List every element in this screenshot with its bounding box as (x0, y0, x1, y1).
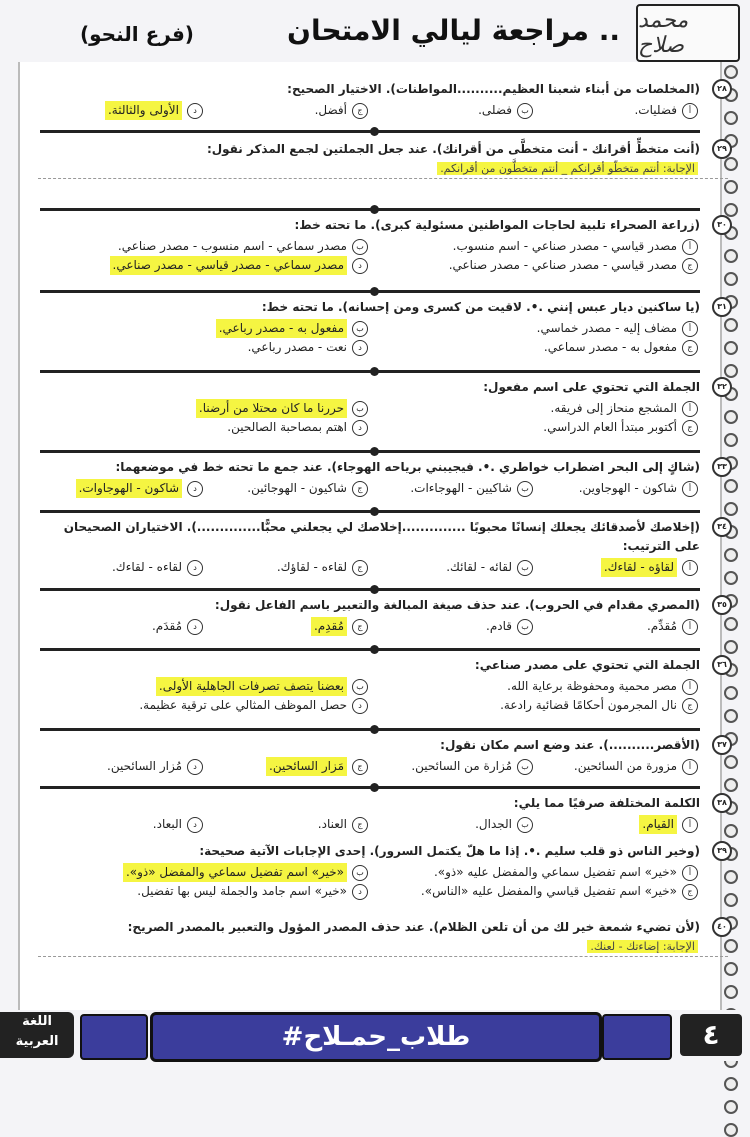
answer-text: الإجابة: إضاءتك - لعنك. (587, 940, 698, 953)
options (38, 399, 728, 437)
option-text: مُقدِم. (311, 617, 347, 636)
question-30 (38, 216, 728, 275)
question-number: ٣٧ (712, 735, 732, 755)
option-text: مصر محمية ومحفوظة برعاية الله. (507, 679, 677, 693)
question-35 (38, 596, 728, 636)
option-letter: أ (682, 103, 698, 119)
option-letter: أ (682, 321, 698, 337)
options (38, 319, 728, 357)
question-number: ٣٦ (712, 655, 732, 675)
option[interactable] (368, 617, 533, 636)
question-31 (38, 298, 728, 357)
option-letter: ب (517, 481, 533, 497)
option-letter: أ (682, 239, 698, 255)
divider (40, 728, 700, 731)
option[interactable] (533, 617, 698, 636)
question-37 (38, 736, 728, 776)
divider (40, 130, 700, 133)
option[interactable] (533, 101, 698, 120)
option-letter: أ (682, 817, 698, 833)
question-stem: (يا ساكنين ديار عبس إنني .•. لاقيت من كسرى ومن إحسانه). ما تحته خط: (261, 300, 700, 314)
author-logo (636, 4, 740, 62)
options (38, 815, 728, 834)
option-text: أكتوبر مبتدأ العام الدراسي. (543, 420, 677, 434)
question-stem: (المصري مقدام في الحروب). عند حذف صيغة المبالغة والتعبير باسم الفاعل نقول: (214, 598, 700, 612)
footer-decor-left (80, 1014, 148, 1060)
option-letter: ج (352, 759, 368, 775)
option-letter: ب (517, 560, 533, 576)
option-letter: د (352, 420, 368, 436)
option[interactable] (368, 677, 698, 696)
question-number: ٣٥ (712, 595, 732, 615)
page-number: ٤ (680, 1014, 742, 1056)
option-letter: د (187, 481, 203, 497)
option-text: «خير» اسم تفضيل سماعي والمفضل عليه «ذو». (433, 865, 677, 879)
option-text: مصدر سماعي - مصدر قياسي - مصدر صناعي. (110, 256, 347, 275)
option-text: شاكيون - الهوجائين. (247, 481, 347, 495)
option-letter: ج (352, 560, 368, 576)
option-text: لقاءه - لقاءك. (111, 560, 182, 574)
option-letter: ج (352, 103, 368, 119)
option[interactable] (368, 815, 533, 834)
option-text: مفعول به - مصدر سماعي. (543, 340, 677, 354)
option-text: العناد. (317, 817, 347, 831)
option[interactable] (203, 479, 368, 498)
question-32 (38, 378, 728, 437)
subject-line-1: اللغة (22, 1014, 52, 1029)
option[interactable] (38, 696, 368, 715)
question-number: ٣٢ (712, 377, 732, 397)
option-text: المشجع منحاز إلى فريقه. (550, 401, 677, 415)
question-33 (38, 458, 728, 498)
subject-label (0, 1012, 74, 1058)
option[interactable] (368, 479, 533, 498)
option[interactable] (38, 677, 368, 696)
option[interactable] (533, 757, 698, 776)
option[interactable] (38, 882, 368, 901)
option-text: مصدر قياسي - مصدر صناعي - اسم منسوب. (452, 239, 677, 253)
option-text: «خير» اسم تفضيل سماعي والمفضل «ذو». (123, 863, 347, 882)
option[interactable] (38, 418, 368, 437)
option-text: مُقدِّم. (646, 619, 677, 633)
divider (40, 588, 700, 591)
page-header (0, 0, 750, 62)
option-text: مَزار السائحين. (266, 757, 347, 776)
option-text: مصدر سماعي - اسم منسوب - مصدر صناعي. (117, 239, 347, 253)
option-letter: ب (352, 321, 368, 337)
options (38, 479, 728, 498)
option-letter: أ (682, 560, 698, 576)
option-letter: ج (352, 817, 368, 833)
answer-text: الإجابة: أنتم متخطّو أقرانكم _ أنتم متخطَّون من أقرانكم. (437, 162, 698, 175)
option[interactable] (203, 815, 368, 834)
divider (40, 786, 700, 789)
option[interactable] (368, 558, 533, 577)
question-stem: (إخلاصك لأصدقائك يجعلك إنسانًا محبوبًا ..............إخلاصك لي يجعلني محبًّا..............). الاختياران الصحيحان على الترتيب: (63, 520, 700, 553)
option[interactable] (368, 399, 698, 418)
question-stem: الجملة التي تحتوي على اسم مفعول: (483, 380, 700, 394)
question-number: ٢٩ (712, 139, 732, 159)
question-stem: (لأن تضيء شمعة خير لك من أن تلعن الظلام). عند حذف المصدر المؤول والتعبير بالمصدر الصريح: (127, 920, 700, 934)
option-letter: د (352, 884, 368, 900)
option-letter: ب (517, 759, 533, 775)
option[interactable] (368, 256, 698, 275)
option-letter: ج (352, 481, 368, 497)
option-text: مُقدَم. (151, 619, 182, 633)
option-text: لقائه - لقائك. (446, 560, 512, 574)
question-stem: الجملة التي تحتوي على مصدر صناعي: (474, 658, 700, 672)
option[interactable] (38, 558, 203, 577)
option[interactable] (38, 479, 203, 498)
option[interactable] (38, 338, 368, 357)
answer-line (38, 159, 728, 179)
option-letter: ب (352, 239, 368, 255)
hashtag-banner: #طلاب_حمـلاح (150, 1012, 602, 1062)
option-letter: أ (682, 401, 698, 417)
option-letter: ج (682, 340, 698, 356)
option-letter: أ (682, 865, 698, 881)
option-text: مزورة من السائحين. (573, 759, 677, 773)
option[interactable] (203, 101, 368, 120)
option[interactable] (368, 757, 533, 776)
option[interactable] (38, 399, 368, 418)
option[interactable] (368, 882, 698, 901)
option-letter: أ (682, 759, 698, 775)
option-letter: ج (682, 884, 698, 900)
option-letter: ج (682, 258, 698, 274)
option-letter: د (352, 698, 368, 714)
answer-line (38, 937, 728, 957)
option-text: مصدر قياسي - مصدر صناعي - مصدر صناعي. (448, 258, 677, 272)
subject-line-2: العربية (15, 1034, 59, 1049)
option[interactable] (203, 558, 368, 577)
option-text: نال المجرمون أحكامًا قضائية رادعة. (500, 698, 677, 712)
option-letter: د (187, 103, 203, 119)
option-text: شاكون - الهوجاوات. (76, 479, 182, 498)
option[interactable] (38, 815, 203, 834)
option-letter: د (187, 759, 203, 775)
option[interactable] (38, 237, 368, 256)
option-letter: أ (682, 619, 698, 635)
page-subtitle: (فرع النحو) (80, 22, 194, 46)
option-text: اهتم بمصاحبة الصالحين. (227, 420, 347, 434)
option-text: مُزار السائحين. (107, 759, 182, 773)
question-number: ٢٨ (712, 79, 732, 99)
option-letter: د (187, 560, 203, 576)
option-text: الجدال. (475, 817, 512, 831)
divider (40, 450, 700, 453)
option-text: مضاف إليه - مصدر خماسي. (536, 321, 677, 335)
option-text: حررنا ما كان محتلا من أرضنا. (196, 399, 347, 418)
question-number: ٣١ (712, 297, 732, 317)
option[interactable] (533, 558, 698, 577)
option-letter: ج (682, 698, 698, 714)
option-letter: ب (352, 679, 368, 695)
question-34 (38, 518, 728, 577)
question-39 (38, 842, 728, 901)
divider (40, 290, 700, 293)
options (38, 757, 728, 776)
question-number: ٣٠ (712, 215, 732, 235)
option-letter: د (352, 340, 368, 356)
option-letter: ب (517, 103, 533, 119)
option-letter: ب (352, 865, 368, 881)
options (38, 101, 728, 120)
option[interactable] (368, 101, 533, 120)
option-text: مُزارة من السائحين. (411, 759, 512, 773)
option[interactable] (38, 319, 368, 338)
options (38, 677, 728, 715)
option[interactable] (368, 338, 698, 357)
option-text: «خير» اسم تفضيل قياسي والمفضل عليه «الناس». (420, 884, 677, 898)
question-number: ٤٠ (712, 917, 732, 937)
divider (40, 648, 700, 651)
option-text: شاكون - الهوجاوين. (578, 481, 677, 495)
option-text: قادم. (486, 619, 512, 633)
option[interactable] (368, 696, 698, 715)
option-text: فضليات. (634, 103, 677, 117)
option-text: لقاءه - لقاؤك. (276, 560, 347, 574)
logo-text: محمد صلاح (638, 8, 689, 58)
option-text: شاكيين - الهوجاءات. (410, 481, 512, 495)
option[interactable] (38, 863, 368, 882)
option[interactable] (38, 101, 203, 120)
question-38 (38, 794, 728, 834)
option-text: لقاؤه - لقاءك. (601, 558, 677, 577)
option-letter: ج (352, 619, 368, 635)
footer-decor-right (602, 1014, 672, 1060)
option-letter: د (187, 817, 203, 833)
option[interactable] (533, 815, 698, 834)
option-text: البعاد. (152, 817, 182, 831)
page-title: مراجعة ليالي الامتحان .. (287, 14, 620, 47)
option-letter: ب (517, 619, 533, 635)
options (38, 237, 728, 275)
option[interactable] (368, 319, 698, 338)
option-text: الأولى والثالثة. (105, 101, 182, 120)
question-stem: (زراعة الصحراء تلبية لحاجات المواطنين مسئولية كبرى). ما تحته خط: (294, 218, 700, 232)
option[interactable] (38, 757, 203, 776)
options (38, 863, 728, 901)
option-text: بعضنا يتصف تصرفات الجاهلية الأولى. (156, 677, 347, 696)
divider (40, 208, 700, 211)
question-stem: (الأقصر..........). عند وضع اسم مكان نقول: (440, 738, 700, 752)
question-stem: (وخير الناس ذو قلب سليم .•. إذا ما هلّ يكتمل السرور). إحدى الإجابات الآتية صحيحة: (199, 844, 700, 858)
option-text: فضلى. (478, 103, 512, 117)
question-stem: (أنت متخطٍّ أقرانك - أنت متخطَّى من أقرانك). عند جعل الجملتين لجمع المذكر نقول: (206, 142, 700, 156)
question-number: ٣٣ (712, 457, 732, 477)
option[interactable] (368, 237, 698, 256)
option-text: «خير» اسم جامد والجملة ليس بها تفضيل. (137, 884, 347, 898)
question-number: ٣٤ (712, 517, 732, 537)
option-text: أفضل. (314, 103, 347, 117)
option-letter: أ (682, 679, 698, 695)
option[interactable] (203, 617, 368, 636)
option-letter: د (352, 258, 368, 274)
divider (40, 370, 700, 373)
options (38, 617, 728, 636)
option-text: القيام. (639, 815, 677, 834)
option-letter: د (187, 619, 203, 635)
option[interactable] (203, 757, 368, 776)
option[interactable] (533, 479, 698, 498)
option-letter: أ (682, 481, 698, 497)
option-letter: ج (682, 420, 698, 436)
question-number: ٣٨ (712, 793, 732, 813)
question-28 (38, 80, 728, 120)
divider (40, 510, 700, 513)
question-29 (38, 140, 728, 179)
option-letter: ب (352, 401, 368, 417)
question-stem: الكلمة المختلفة صرفيًا مما يلي: (513, 796, 700, 810)
option[interactable] (368, 418, 698, 437)
option[interactable] (368, 863, 698, 882)
option-text: نعت - مصدر رباعي. (247, 340, 347, 354)
question-stem: (شاكٍ إلى البحر اضطراب خواطري .•. فيجيبني برياحه الهوجاء). عند جمع ما تحته خط في موضعهما: (115, 460, 700, 474)
options (38, 558, 728, 577)
option-letter: ب (517, 817, 533, 833)
question-40 (38, 918, 728, 957)
option-text: حصل الموظف المثالي على ترقية عظيمة. (139, 698, 347, 712)
option[interactable] (38, 617, 203, 636)
question-number: ٣٩ (712, 841, 732, 861)
question-36 (38, 656, 728, 715)
question-stem: (المخلصات من أبناء شعبنا العظيم..........المواطنات). الاختيار الصحيح: (287, 82, 700, 96)
option-text: مفعول به - مصدر رباعي. (216, 319, 347, 338)
option[interactable] (38, 256, 368, 275)
